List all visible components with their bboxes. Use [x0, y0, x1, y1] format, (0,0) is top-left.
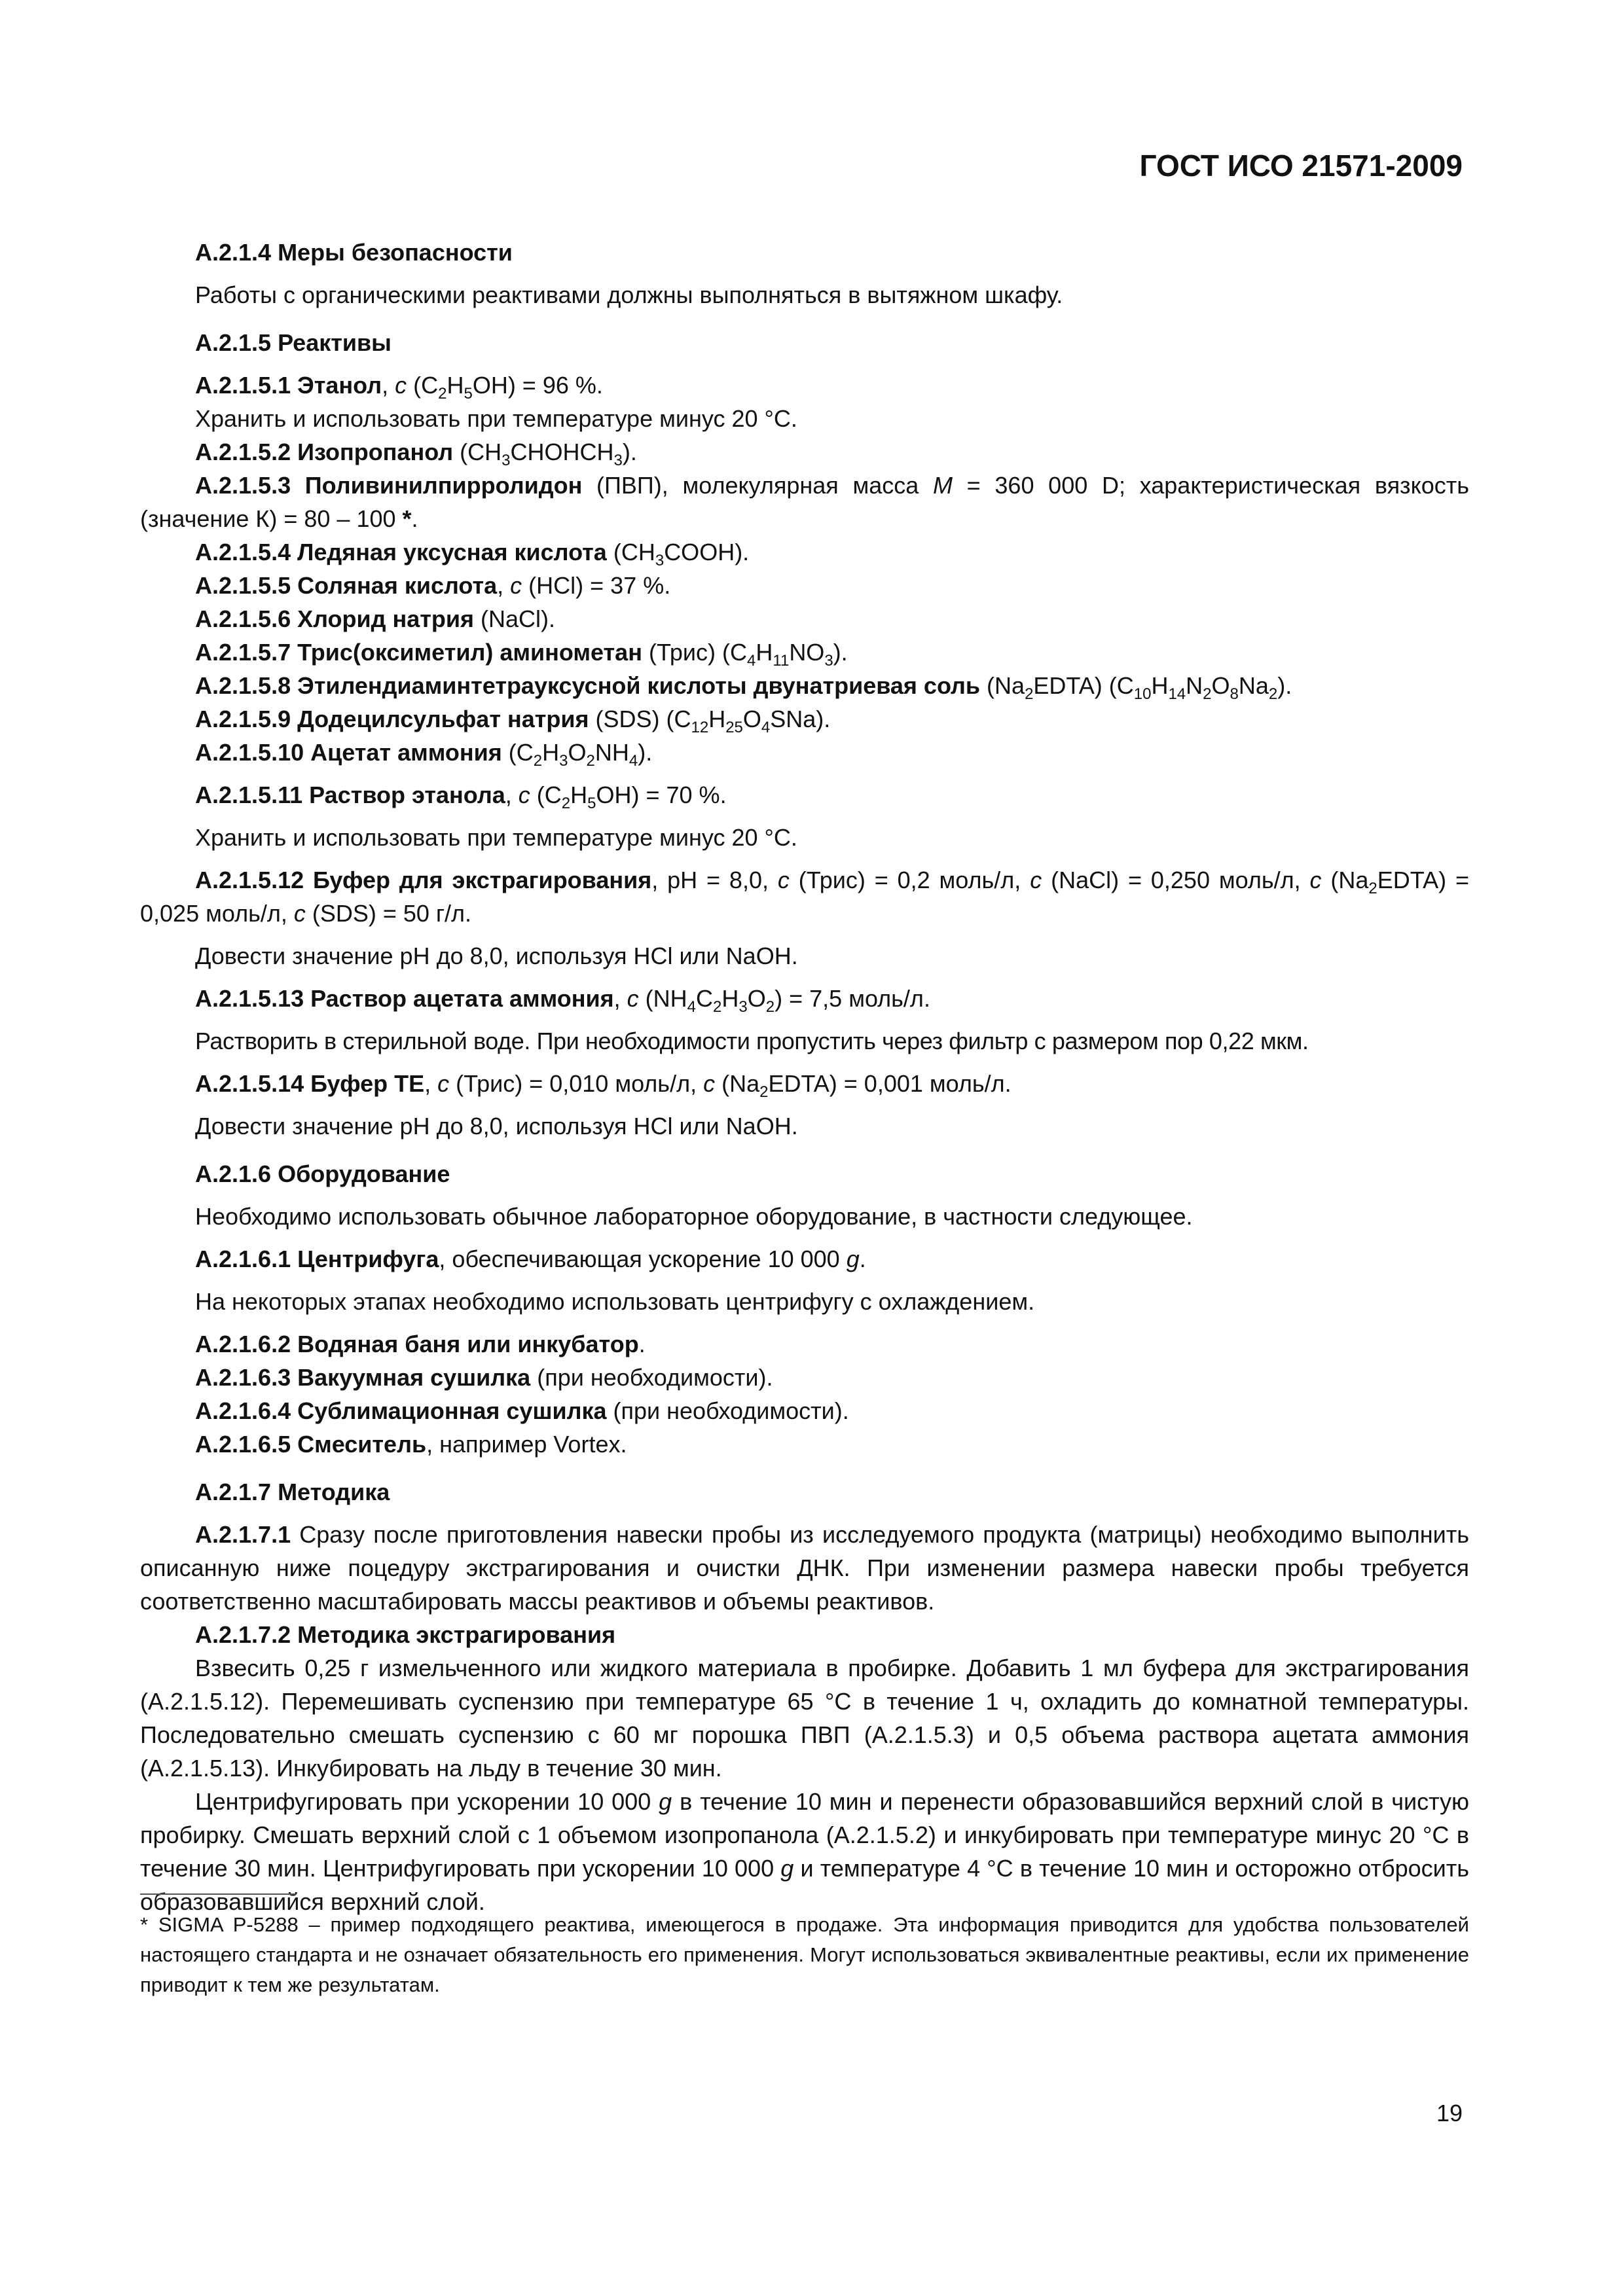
item-a2-1-5-1: А.2.1.5.1 Этанол, с $(C_2H_5OH) = 96$ %.: [195, 372, 603, 403]
item-a2-1-5-13: А.2.1.5.13 Раствор ацетата аммония, с $(NH_4C_2H_3O_2) = 7,5$ моль/л.: [195, 985, 930, 1016]
paragraph: Взвесить 0,25 г измельченного или жидкого материала в пробирке. Добавить 1 мл буфера для экстрагирования (А.2.1.5.12). Перемешивать суспензию при температуре 65 °С в течение 1 ч, охладить до комнатной температуры. Последовательно смешать суспензию с 60 мг порошка ПВП (А.2.1.5.3) и 0,5 объема раствора ацетата аммония (А.2.1.5.13). Инкубировать на льду в течение 30 мин.: [140, 1655, 1469, 1782]
item-a2-1-7-1: А.2.1.7.1 Сразу после приготовления навески пробы из исследуемого продукта (матрицы) необходимо выполнить описанную ниже поцедуру экстрагирования и очистки ДНК. При изменении размера навески пробы требуется соответственно масштабировать массы реактивов и объемы реактивов.: [140, 1521, 1469, 1615]
item-a2-1-5-4: А.2.1.5.4 Ледяная уксусная кислота $(CH_3COOH)$.: [195, 539, 750, 569]
item-a2-1-5-14: А.2.1.5.14 Буфер ТЕ, с (Трис) = 0,010 моль/л, с $(Na_2EDTA) = 0,001$ моль/л.: [195, 1070, 1012, 1101]
item-a2-1-5-12: А.2.1.5.12 Буфер для экстрагирования, рН = 8,0, с (Трис) = 0,2 моль/л, с (NaCl) = 0,250 моль/л, с $(Na_2EDTA) = 0,025$ моль/л, с (SDS) = 50 г/л.: [140, 867, 1470, 927]
paragraph: Центрифугировать при ускорении 10 000 g в течение 10 мин и перенести образовавшийся верхний слой в чистую пробирку. Смешать верхний слой с 1 объемом изопропанола (А.2.1.5.2) и инкубировать при температуре минус 20 °С в течение 30 мин. Центрифугировать при ускорении 10 000 g и температуре 4 °С в течение 10 мин и осторожно отбросить образовавшийся верхний слой.: [140, 1788, 1470, 1915]
item-a2-1-6-1: А.2.1.6.1 Центрифуга, обеспечивающая ускорение 10 000 g.: [195, 1246, 866, 1272]
item-a2-1-5-11: А.2.1.5.11 Раствор этанола, с $(C_2H_5OH) = 70$ %.: [195, 781, 727, 812]
paragraph: На некоторых этапах необходимо использовать центрифугу с охлаждением.: [195, 1288, 1035, 1315]
paragraph: Необходимо использовать обычное лабораторное оборудование, в частности следующее.: [195, 1203, 1193, 1230]
heading-a2-1-4: А.2.1.4 Меры безопасности: [195, 239, 513, 266]
paragraph: Растворить в стерильной воде. При необходимости пропустить через фильтр с размером пор 0,22 мкм.: [195, 1028, 1309, 1054]
footnote: * SIGMA P-5288 – пример подходящего реактива, имеющегося в продаже. Эта информация приводится для удобства пользователей настоящего стандарта и не означает обязательность его применения. Могут использоваться эквивалентные реактивы, если их применение приводит к тем же результатам.: [140, 1913, 1469, 1996]
item-a2-1-5-9: А.2.1.5.9 Додецилсульфат натрия (SDS) $(C_{12}H_{25}O_4SNa)$.: [195, 706, 831, 736]
item-a2-1-6-2: А.2.1.6.2 Водяная баня или инкубатор.: [195, 1331, 646, 1357]
item-a2-1-5-7: А.2.1.5.7 Трис(оксиметил) аминометан (Трис) $(C_4H_{11}NO_3)$.: [195, 639, 848, 670]
heading-a2-1-7: А.2.1.7 Методика: [195, 1479, 390, 1505]
item-a2-1-6-5: А.2.1.6.5 Смеситель, например Vortex.: [195, 1431, 627, 1458]
heading-a2-1-7-2: А.2.1.7.2 Методика экстрагирования: [195, 1621, 616, 1648]
item-a2-1-5-5: А.2.1.5.5 Соляная кислота, с (HCl) = 37 %.: [195, 572, 671, 599]
paragraph: Довести значение рН до 8,0, используя HCl или NaOH.: [195, 1113, 798, 1139]
item-a2-1-5-10: А.2.1.5.10 Ацетат аммония $(C_2H_3O_2NH_4)$.: [195, 739, 653, 770]
footnote-separator: [140, 1893, 296, 1895]
document-body: [140, 236, 1469, 1918]
item-a2-1-5-8: А.2.1.5.8 Этилендиаминтетрауксусной кислоты двунатриевая соль $(Na_2EDTA)$ $(C_{10}H_{14}N_2O_8Na_2)$.: [195, 672, 1292, 703]
item-a2-1-6-4: А.2.1.6.4 Сублимационная сушилка (при необходимости).: [195, 1397, 849, 1424]
paragraph: Хранить и использовать при температуре минус 20 °С.: [195, 405, 797, 432]
paragraph: Работы с органическими реактивами должны выполняться в вытяжном шкафу.: [195, 281, 1063, 308]
heading-a2-1-6: А.2.1.6 Оборудование: [195, 1160, 450, 1187]
item-a2-1-5-6: А.2.1.5.6 Хлорид натрия (NaCl).: [195, 605, 555, 632]
page-number: 19: [1436, 2100, 1463, 2126]
item-a2-1-5-2: А.2.1.5.2 Изопропанол $(CH_3CHOHCH_3)$.: [195, 439, 637, 469]
heading-a2-1-5: А.2.1.5 Реактивы: [195, 329, 392, 356]
item-a2-1-5-3: А.2.1.5.3 Поливинилпирролидон (ПВП), молекулярная масса М = 360 000 D; характеристическая вязкость (значение К) = 80 – 100 *.: [140, 472, 1469, 532]
paragraph: Довести значение рН до 8,0, используя HCl или NaOH.: [195, 942, 798, 969]
document-header-code: ГОСТ ИСО 21571-2009: [1139, 149, 1463, 183]
item-a2-1-6-3: А.2.1.6.3 Вакуумная сушилка (при необходимости).: [195, 1364, 773, 1391]
paragraph: Хранить и использовать при температуре минус 20 °С.: [195, 824, 797, 851]
